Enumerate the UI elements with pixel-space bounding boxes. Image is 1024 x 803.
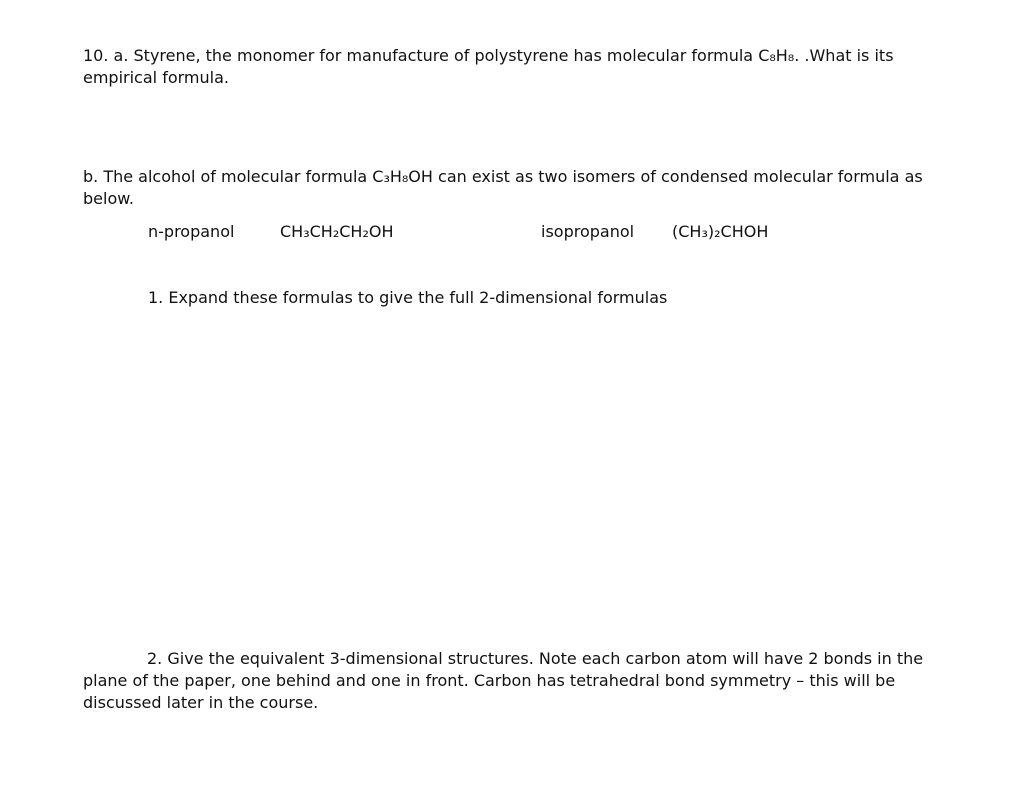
question-10b-intro: b. The alcohol of molecular formula C₃H₈OH can exist as two isomers of condensed molecular formula as below. <box>83 167 923 208</box>
question-10b-part2 <box>83 648 933 714</box>
question-10b-part2-text: 2. Give the equivalent 3-dimensional structures. Note each carbon atom will have 2 bonds in the plane of the paper, one behind and one in front. Carbon has tetrahedral bond symmetry – this will be discussed later in the course. <box>83 649 924 712</box>
isomer-name-isopropanol: isopropanol <box>541 222 635 241</box>
isomer-name-n-propanol: n-propanol <box>148 222 235 241</box>
isomer-formula-isopropanol: (CH₃)₂CHOH <box>672 222 769 241</box>
question-10a: 10. a. Styrene, the monomer for manufacture of polystyrene has molecular formula C₈H₈. .What is its empirical formula. <box>83 46 894 87</box>
isomer-formula-row <box>0 221 1024 245</box>
isomer-formula-n-propanol: CH₃CH₂CH₂OH <box>280 222 394 241</box>
question-10b-part1: 1. Expand these formulas to give the full 2-dimensional formulas <box>148 288 668 307</box>
